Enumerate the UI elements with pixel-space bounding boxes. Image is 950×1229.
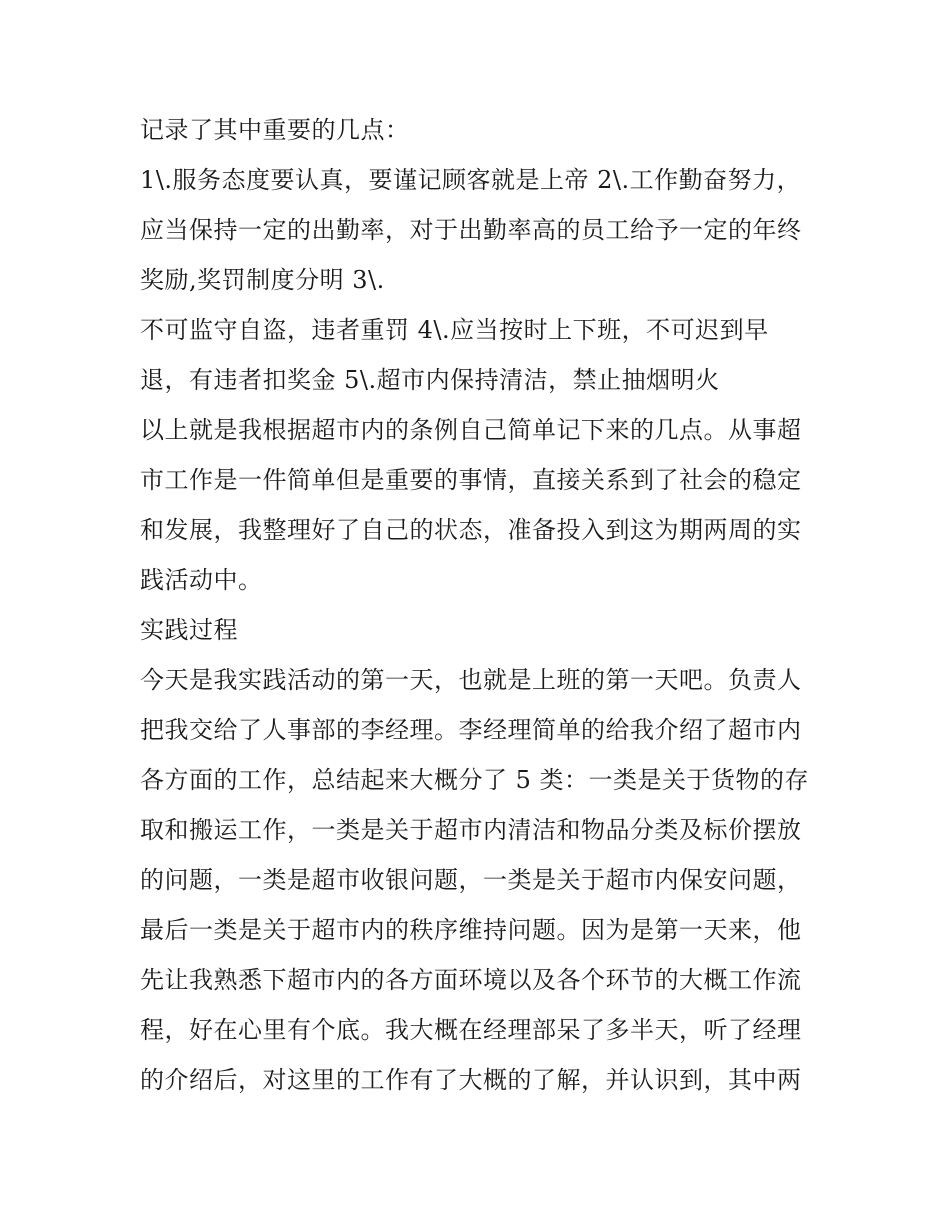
text-line: 市工作是一件简单但是重要的事情，直接关系到了社会的稳定 bbox=[140, 466, 802, 494]
text-line: 1\.服务态度要认真，要谨记顾客就是上帝 2\.工作勤奋努力， bbox=[140, 166, 802, 194]
text-line: 以上就是我根据超市内的条例自己简单记下来的几点。从事超 bbox=[140, 416, 802, 444]
section-heading: 实践过程 bbox=[140, 616, 238, 644]
text-line: 今天是我实践活动的第一天，也就是上班的第一天吧。负责人 bbox=[140, 666, 802, 694]
text-line: 取和搬运工作，一类是关于超市内清洁和物品分类及标价摆放 bbox=[140, 816, 802, 844]
text-line: 践活动中。 bbox=[140, 566, 263, 594]
text-line: 退，有违者扣奖金 5\.超市内保持清洁，禁止抽烟明火 bbox=[140, 366, 720, 394]
text-line: 的介绍后，对这里的工作有了大概的了解，并认识到，其中两 bbox=[140, 1066, 802, 1094]
text-line: 先让我熟悉下超市内的各方面环境以及各个环节的大概工作流 bbox=[140, 966, 802, 994]
text-line: 程，好在心里有个底。我大概在经理部呆了多半天，听了经理 bbox=[140, 1016, 802, 1044]
text-line: 记录了其中重要的几点： bbox=[140, 116, 410, 144]
text-line: 应当保持一定的出勤率，对于出勤率高的员工给予一定的年终 bbox=[140, 216, 802, 244]
text-line: 奖励,奖罚制度分明 3\. bbox=[140, 266, 385, 294]
text-line: 把我交给了人事部的李经理。李经理简单的给我介绍了超市内 bbox=[140, 716, 802, 744]
text-line: 不可监守自盗，违者重罚 4\.应当按时上下班，不可迟到早 bbox=[140, 316, 769, 344]
text-line: 各方面的工作，总结起来大概分了 5 类：一类是关于货物的存 bbox=[140, 766, 810, 794]
text-line: 和发展，我整理好了自己的状态，准备投入到这为期两周的实 bbox=[140, 516, 802, 544]
text-line: 最后一类是关于超市内的秩序维持问题。因为是第一天来，他 bbox=[140, 916, 802, 944]
text-line: 的问题，一类是超市收银问题，一类是关于超市内保安问题， bbox=[140, 866, 802, 894]
